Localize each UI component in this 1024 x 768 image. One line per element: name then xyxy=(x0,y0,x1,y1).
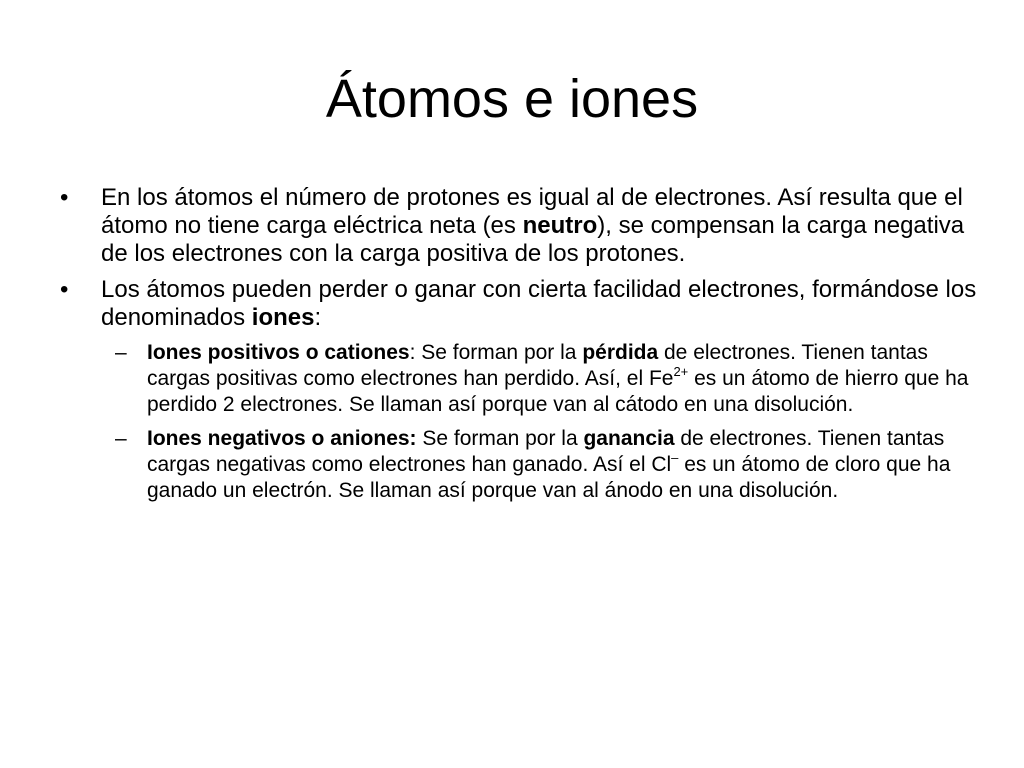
sub-bullet-marker: – xyxy=(115,341,127,364)
sub-bullet-text: Se forman por la xyxy=(416,427,584,450)
sub-bullet-text: es un átomo de hierro que ha perdido 2 electrones. Se llaman así porque van al cátodo en una disolución. xyxy=(147,367,969,416)
bullet-item xyxy=(58,276,978,332)
bullet-bold-term: iones xyxy=(251,304,315,331)
sub-bullet-text: es un átomo de cloro que ha ganado un electrón. Se llaman así porque van al ánodo en una disolución. xyxy=(147,453,951,502)
bullet-marker: • xyxy=(60,276,69,303)
bullet-text: ), se compensan la carga negativa de los electrones con la carga positiva de los protones. xyxy=(101,212,965,267)
sub-bullet-term: Iones positivos o cationes xyxy=(147,341,410,364)
bullet-marker: • xyxy=(60,184,69,211)
bullet-text: En los átomos el número de protones es igual al de electrones. Así resulta que el átomo no tiene carga eléctrica neta (es xyxy=(101,184,963,239)
sub-bullet-item xyxy=(115,426,978,504)
sub-bullet-marker: – xyxy=(115,427,127,450)
sub-bullet-item xyxy=(115,340,978,418)
sub-bullet-term: Iones negativos o aniones: xyxy=(147,427,417,450)
ion-charge-superscript: 2+ xyxy=(673,364,689,379)
bullet-bold-term: neutro xyxy=(522,212,598,239)
sub-bullet-text: de electrones. Tienen tantas cargas positivas como electrones han perdido. Así, el Fe xyxy=(147,341,928,390)
bullet-text: : xyxy=(314,304,322,331)
slide-body xyxy=(58,184,978,512)
sub-bullet-text: de electrones. Tienen tantas cargas negativas como electrones han ganado. Así el Cl xyxy=(147,427,945,476)
sub-bullet-emphasis: pérdida xyxy=(582,341,659,364)
sub-bullet-emphasis: ganancia xyxy=(583,427,675,450)
bullet-item xyxy=(58,184,978,268)
sub-bullet-text: : Se forman por la xyxy=(409,341,583,364)
ion-charge-superscript: – xyxy=(671,450,679,465)
bullet-text: Los átomos pueden perder o ganar con cierta facilidad electrones, formándose los denominados xyxy=(101,276,977,331)
slide-title: Átomos e iones xyxy=(325,69,699,129)
